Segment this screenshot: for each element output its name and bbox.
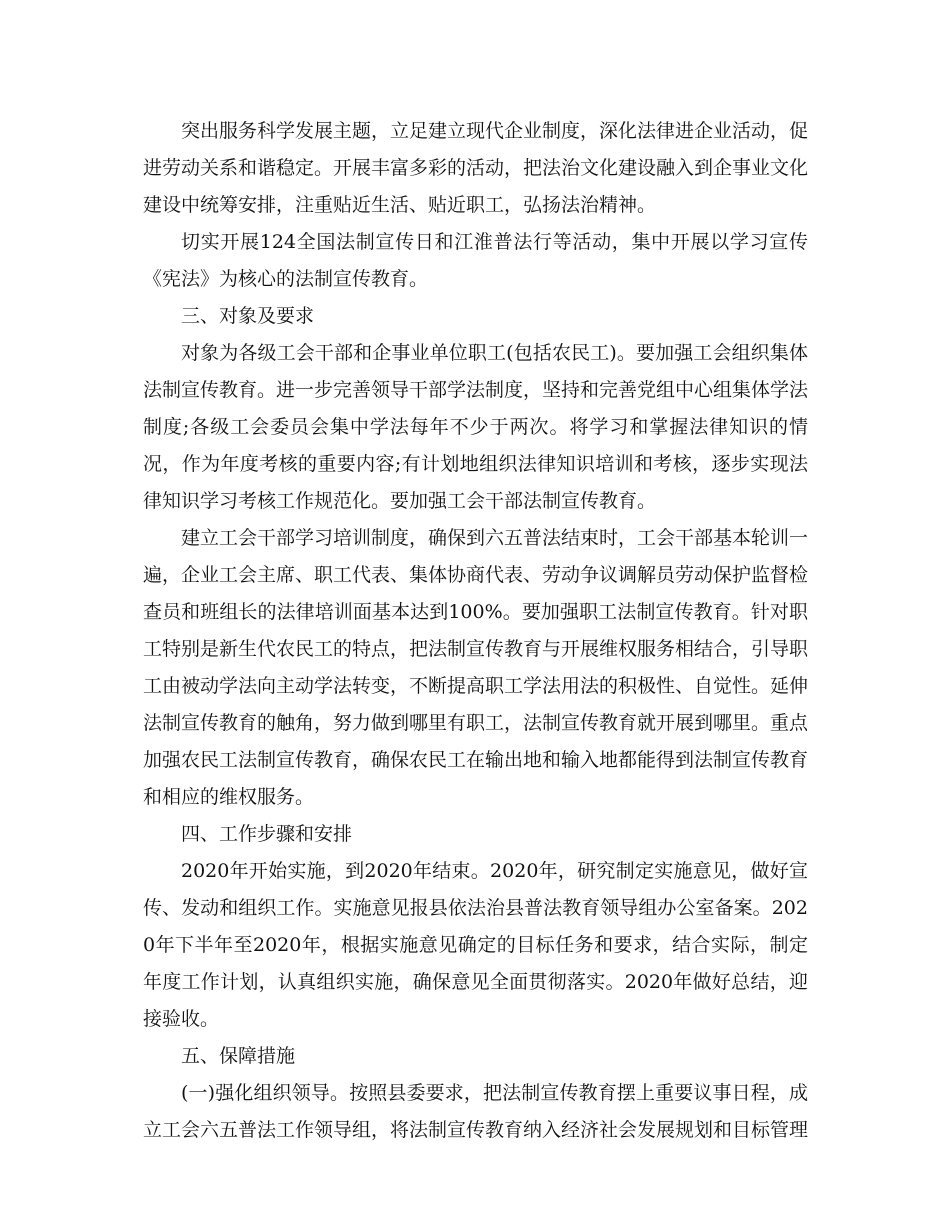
- paragraph-targets: 对象为各级工会干部和企事业单位职工(包括农民工)。要加强工会组织集体法制宣传教育。进一步完善领导干部学法制度，坚持和完善党组中心组集体学法制度;各级工会委员会集中学法每年不少于两次。将学习和掌握法律知识的情况，作为年度考核的重要内容;有计划地组织法律知识培训和考核，逐步实现法律知识学习考核工作规范化。要加强工会干部法制宣传教育。: [143, 342, 809, 512]
- paragraph-steps: 2020年开始实施，到2020年结束。2020年，研究制定实施意见，做好宣传、发动和组织工作。实施意见报县依法治县普法教育领导组办公室备案。2020年下半年至2020年，根据实施意见确定的目标任务和要求，结合实际，制定年度工作计划，认真组织实施，确保意见全面贯彻落实。2020年做好总结，迎接验收。: [143, 860, 808, 1030]
- section-heading-steps: 四、工作步骤和安排: [181, 823, 353, 845]
- section-heading-targets: 三、对象及要求: [181, 305, 315, 327]
- paragraph-leadership: (一)强化组织领导。按照县委要求，把法制宣传教育摆上重要议事日程，成立工会六五普法工作领导组，将法制宣传教育纳入经济社会发展规划和目标管理: [143, 1082, 809, 1141]
- paragraph-training: 建立工会干部学习培训制度，确保到六五普法结束时，工会干部基本轮训一遍，企业工会主席、职工代表、集体协商代表、劳动争议调解员劳动保护监督检查员和班组长的法律培训面基本达到100%。要加强职工法制宣传教育。针对职工特别是新生代农民工的特点，把法制宣传教育与开展维权服务相结合，引导职工由被动学法向主动学法转变，不断提高职工学法用法的积极性、自觉性。延伸法制宣传教育的触角，努力做到哪里有职工，法制宣传教育就开展到哪里。重点加强农民工法制宣传教育，确保农民工在输出地和输入地都能得到法制宣传教育和相应的维权服务。: [143, 527, 809, 808]
- paragraph-theme: 突出服务科学发展主题，立足建立现代企业制度，深化法律进企业活动，促进劳动关系和谐稳定。开展丰富多彩的活动，把法治文化建设融入到企事业文化建设中统筹安排，注重贴近生活、贴近职工，弘扬法治精神。: [143, 120, 809, 216]
- document-body: [143, 113, 808, 1149]
- paragraph-law-day: 切实开展124全国法制宣传日和江淮普法行等活动，集中开展以学习宣传《宪法》为核心的法制宣传教育。: [143, 231, 808, 290]
- section-heading-measures: 五、保障措施: [181, 1045, 296, 1067]
